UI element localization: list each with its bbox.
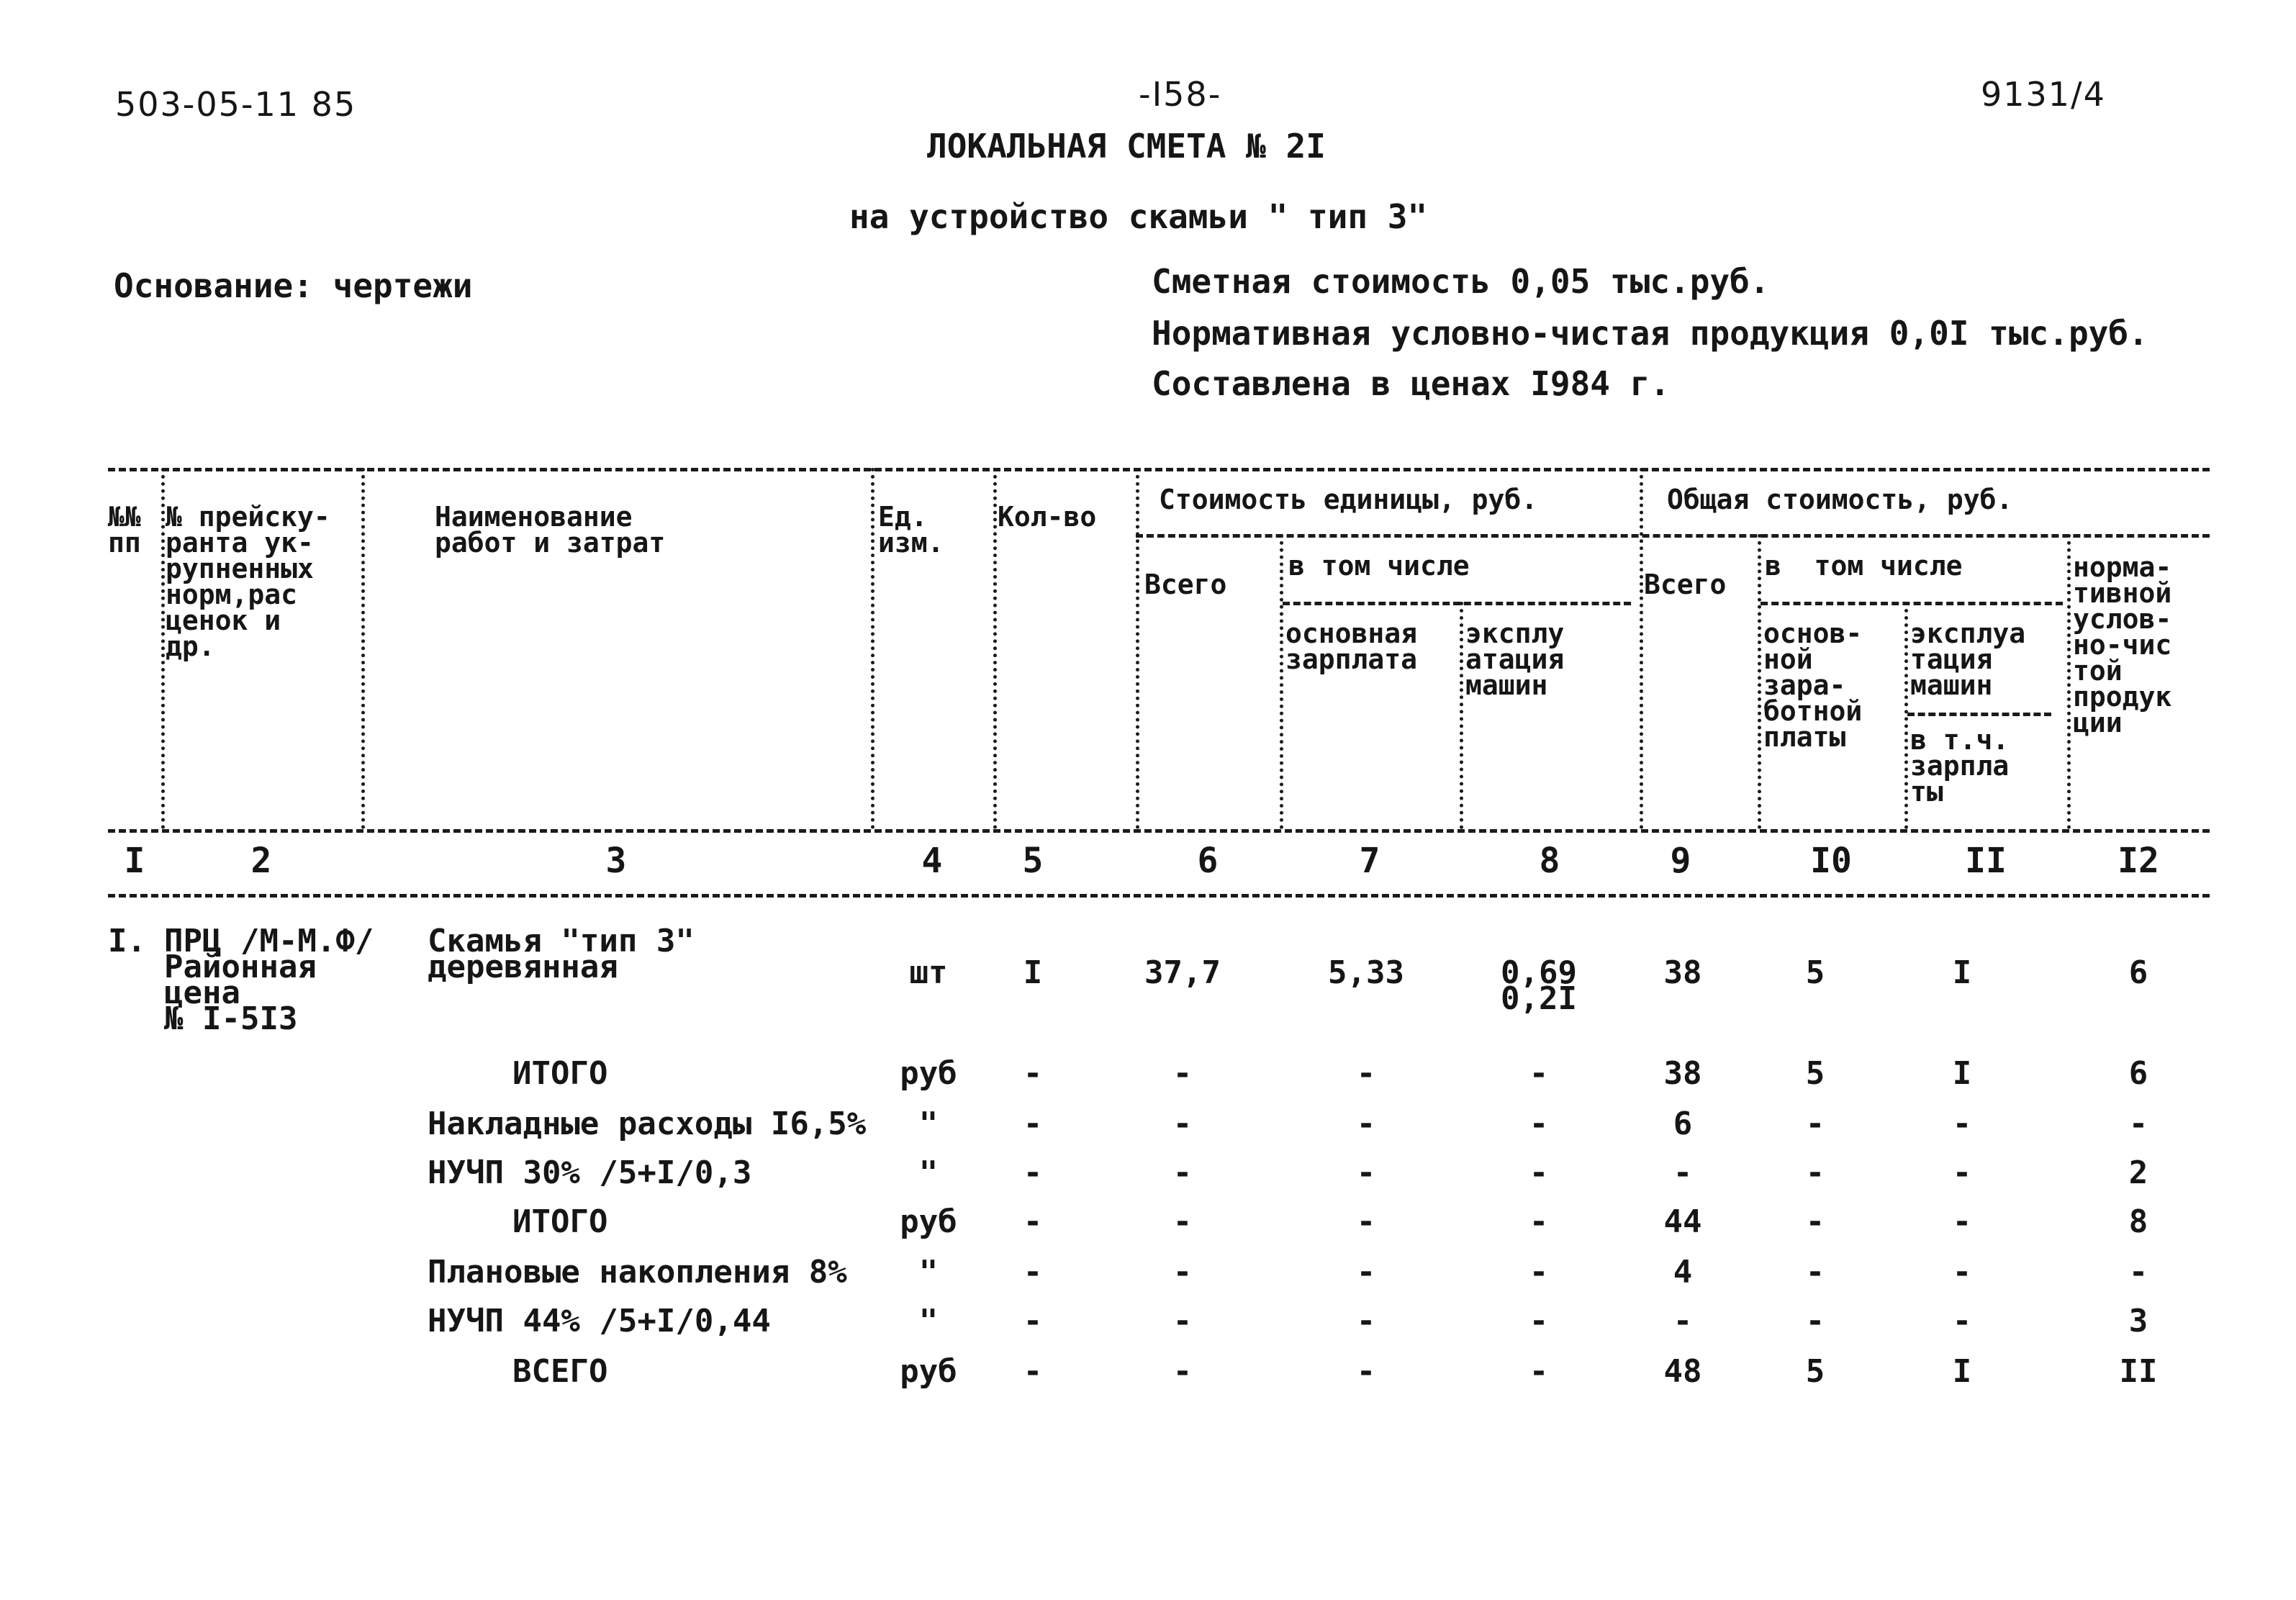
header-unit: Ед. изм.	[878, 501, 944, 559]
row-total: 48	[1663, 1353, 1702, 1390]
col-number-1: I	[124, 841, 145, 881]
col-number-5: 5	[1022, 841, 1044, 881]
row-wage: -	[1805, 1303, 1825, 1339]
row-unit: руб	[900, 1055, 957, 1092]
document-code: 503-05-11 85	[115, 85, 357, 124]
col-divider-3	[871, 468, 874, 829]
row-label: НУЧП 44% /5+I/0,44	[428, 1303, 771, 1339]
col-divider-9	[1758, 534, 1761, 829]
col-number-9: 9	[1670, 841, 1691, 881]
row-unit-machine: -	[1529, 1353, 1549, 1390]
row-qty: -	[1023, 1106, 1043, 1142]
row-unit-total: -	[1172, 1254, 1193, 1291]
col-number-2: 2	[250, 841, 272, 881]
row-qty: -	[1023, 1154, 1043, 1191]
row-number: I.	[108, 923, 146, 959]
table-top-rule	[108, 468, 2210, 471]
header-total-cost: Общая стоимость, руб.	[1667, 484, 2013, 515]
col-divider-1	[161, 468, 165, 829]
row-nucp: -	[2128, 1106, 2148, 1142]
row-machine: -	[1952, 1106, 1972, 1142]
row-wage: -	[1805, 1203, 1825, 1240]
row-unit-wage: -	[1356, 1055, 1376, 1092]
price-reference: ПРЦ /М-М.Ф/ Районная цена № I-5I3	[164, 923, 374, 1037]
row-unit: руб	[900, 1203, 957, 1240]
row-qty: -	[1023, 1254, 1043, 1291]
row-unit-total: -	[1172, 1303, 1193, 1339]
row-unit-machine: -	[1529, 1254, 1549, 1291]
row-nucp: -	[2128, 1254, 2148, 1291]
col-divider-5	[1136, 468, 1139, 829]
row-unit-machine: -	[1529, 1055, 1549, 1092]
row-unit: руб	[900, 1353, 957, 1390]
row-wage: -	[1805, 1154, 1825, 1191]
row-machine: -	[1952, 1254, 1972, 1291]
col-divider-8	[1640, 468, 1643, 829]
header-work-name: Наименование работ и затрат	[435, 501, 666, 559]
row-unit-machine: -	[1529, 1203, 1549, 1240]
row-qty: -	[1023, 1055, 1043, 1092]
item-name: Скамья "тип 3" деревянная	[428, 923, 695, 985]
header-quantity: Кол-во	[998, 501, 1097, 533]
row-unit: "	[918, 1154, 939, 1191]
row-machine: I	[1952, 1055, 1972, 1092]
item-unit: шт	[909, 954, 948, 991]
row-total: -	[1673, 1154, 1693, 1191]
row-unit: "	[918, 1254, 939, 1291]
header-basic-wage: основная зарплата	[1285, 618, 1418, 675]
row-unit-total: -	[1172, 1106, 1193, 1142]
item-unit-total: 37,7	[1144, 954, 1221, 991]
normative-production: Нормативная условно-чистая продукция 0,0I тыс.руб.	[1152, 314, 2148, 353]
header-unit-total: Всего	[1144, 569, 1227, 600]
row-label: ИТОГО	[512, 1203, 608, 1240]
row-unit-wage: -	[1356, 1303, 1376, 1339]
col-divider-6	[1280, 534, 1283, 829]
item-total: 38	[1663, 954, 1702, 991]
row-nucp: 8	[2128, 1203, 2148, 1240]
row-nucp: 6	[2128, 1055, 2148, 1092]
header-bottom-rule	[108, 829, 2210, 833]
item-quantity: I	[1023, 954, 1043, 991]
item-unit-machine: 0,69 0,2I	[1501, 954, 1577, 1017]
document-title: ЛОКАЛЬНАЯ СМЕТА № 2I	[927, 127, 1326, 166]
row-unit-machine: -	[1529, 1303, 1549, 1339]
row-label: НУЧП 30% /5+I/0,3	[428, 1154, 752, 1191]
row-label: ИТОГО	[512, 1055, 608, 1092]
header-including-2: в том числе	[1765, 550, 1963, 582]
basis-line: Основание: чертежи	[114, 266, 473, 305]
row-machine: -	[1952, 1203, 1972, 1240]
header-price-list: № прейску- ранта ук- рупненных норм,рас ценок и др.	[166, 501, 330, 662]
row-total: 44	[1663, 1203, 1702, 1240]
column-number-rule	[108, 894, 2210, 898]
col-number-4: 4	[921, 841, 943, 881]
row-nucp: 3	[2128, 1303, 2148, 1339]
document-subtitle: на устройство скамьи " тип 3"	[849, 197, 1428, 236]
row-unit-total: -	[1172, 1055, 1193, 1092]
row-wage: -	[1805, 1254, 1825, 1291]
row-qty: -	[1023, 1353, 1043, 1390]
row-unit: "	[918, 1106, 939, 1142]
col-divider-11	[2067, 534, 2071, 829]
col-number-8: 8	[1539, 841, 1560, 881]
page-number: -I58-	[1139, 75, 1222, 114]
col-number-10: I0	[1810, 841, 1852, 881]
row-total: 38	[1663, 1055, 1702, 1092]
col-divider-2	[361, 468, 365, 829]
item-nucp: 6	[2128, 954, 2148, 991]
row-qty: -	[1023, 1203, 1043, 1240]
row-unit-wage: -	[1356, 1106, 1376, 1142]
row-unit-wage: -	[1356, 1353, 1376, 1390]
item-wage: 5	[1805, 954, 1825, 991]
header-including: в том числе	[1288, 550, 1470, 582]
row-unit-machine: -	[1529, 1154, 1549, 1191]
estimated-cost: Сметная стоимость 0,05 тыс.руб.	[1152, 262, 1770, 301]
row-unit: "	[918, 1303, 939, 1339]
header-machines: эксплуа тация машин	[1910, 618, 2026, 701]
col-divider-7	[1460, 602, 1463, 829]
header-normative-production: норма- тивной услов- но-чис той продук ции	[2073, 551, 2172, 738]
row-unit-total: -	[1172, 1353, 1193, 1390]
header-unit-cost: Стоимость единицы, руб.	[1159, 484, 1538, 515]
row-total: 4	[1673, 1254, 1693, 1291]
col-number-6: 6	[1197, 841, 1219, 881]
row-unit-wage: -	[1356, 1154, 1376, 1191]
col-number-7: 7	[1359, 841, 1380, 881]
row-nucp: II	[2119, 1353, 2158, 1390]
row-total: -	[1673, 1303, 1693, 1339]
row-unit-total: -	[1172, 1154, 1193, 1191]
price-basis-year: Составлена в ценах I984 г.	[1152, 364, 1671, 403]
row-unit-wage: -	[1356, 1203, 1376, 1240]
row-machine: -	[1952, 1154, 1972, 1191]
item-unit-wage: 5,33	[1328, 954, 1404, 991]
row-label: Плановые накопления 8%	[428, 1254, 847, 1291]
header-machines-wage: в т.ч. зарпла ты	[1910, 724, 2010, 808]
header-total: Всего	[1644, 569, 1727, 600]
row-machine: I	[1952, 1353, 1972, 1390]
machine-wage-rule	[1907, 713, 2051, 716]
row-wage: 5	[1805, 1353, 1825, 1390]
col-number-3: 3	[605, 841, 627, 881]
row-unit-total: -	[1172, 1203, 1193, 1240]
unit-cost-group-rule	[1136, 534, 2210, 538]
row-nucp: 2	[2128, 1154, 2148, 1191]
col-divider-4	[993, 468, 997, 829]
row-machine: -	[1952, 1303, 1972, 1339]
col-number-12: I2	[2118, 841, 2159, 881]
header-machine-operation: эксплу атация машин	[1465, 618, 1565, 701]
item-machine: I	[1952, 954, 1972, 991]
col-number-11: II	[1965, 841, 2007, 881]
header-row-number: №№ пп	[108, 501, 141, 559]
total-subgroup-rule	[1761, 602, 2063, 605]
row-unit-machine: -	[1529, 1106, 1549, 1142]
row-total: 6	[1673, 1106, 1693, 1142]
row-wage: 5	[1805, 1055, 1825, 1092]
row-label: ВСЕГО	[512, 1353, 608, 1390]
row-unit-wage: -	[1356, 1254, 1376, 1291]
unit-subgroup-rule	[1283, 602, 1631, 605]
row-label: Накладные расходы I6,5%	[428, 1106, 867, 1142]
sheet-reference: 9131/4	[1981, 75, 2106, 114]
row-wage: -	[1805, 1106, 1825, 1142]
row-qty: -	[1023, 1303, 1043, 1339]
header-wage: основ- ной зара- ботной платы	[1763, 618, 1863, 753]
col-divider-10	[1904, 602, 1908, 829]
